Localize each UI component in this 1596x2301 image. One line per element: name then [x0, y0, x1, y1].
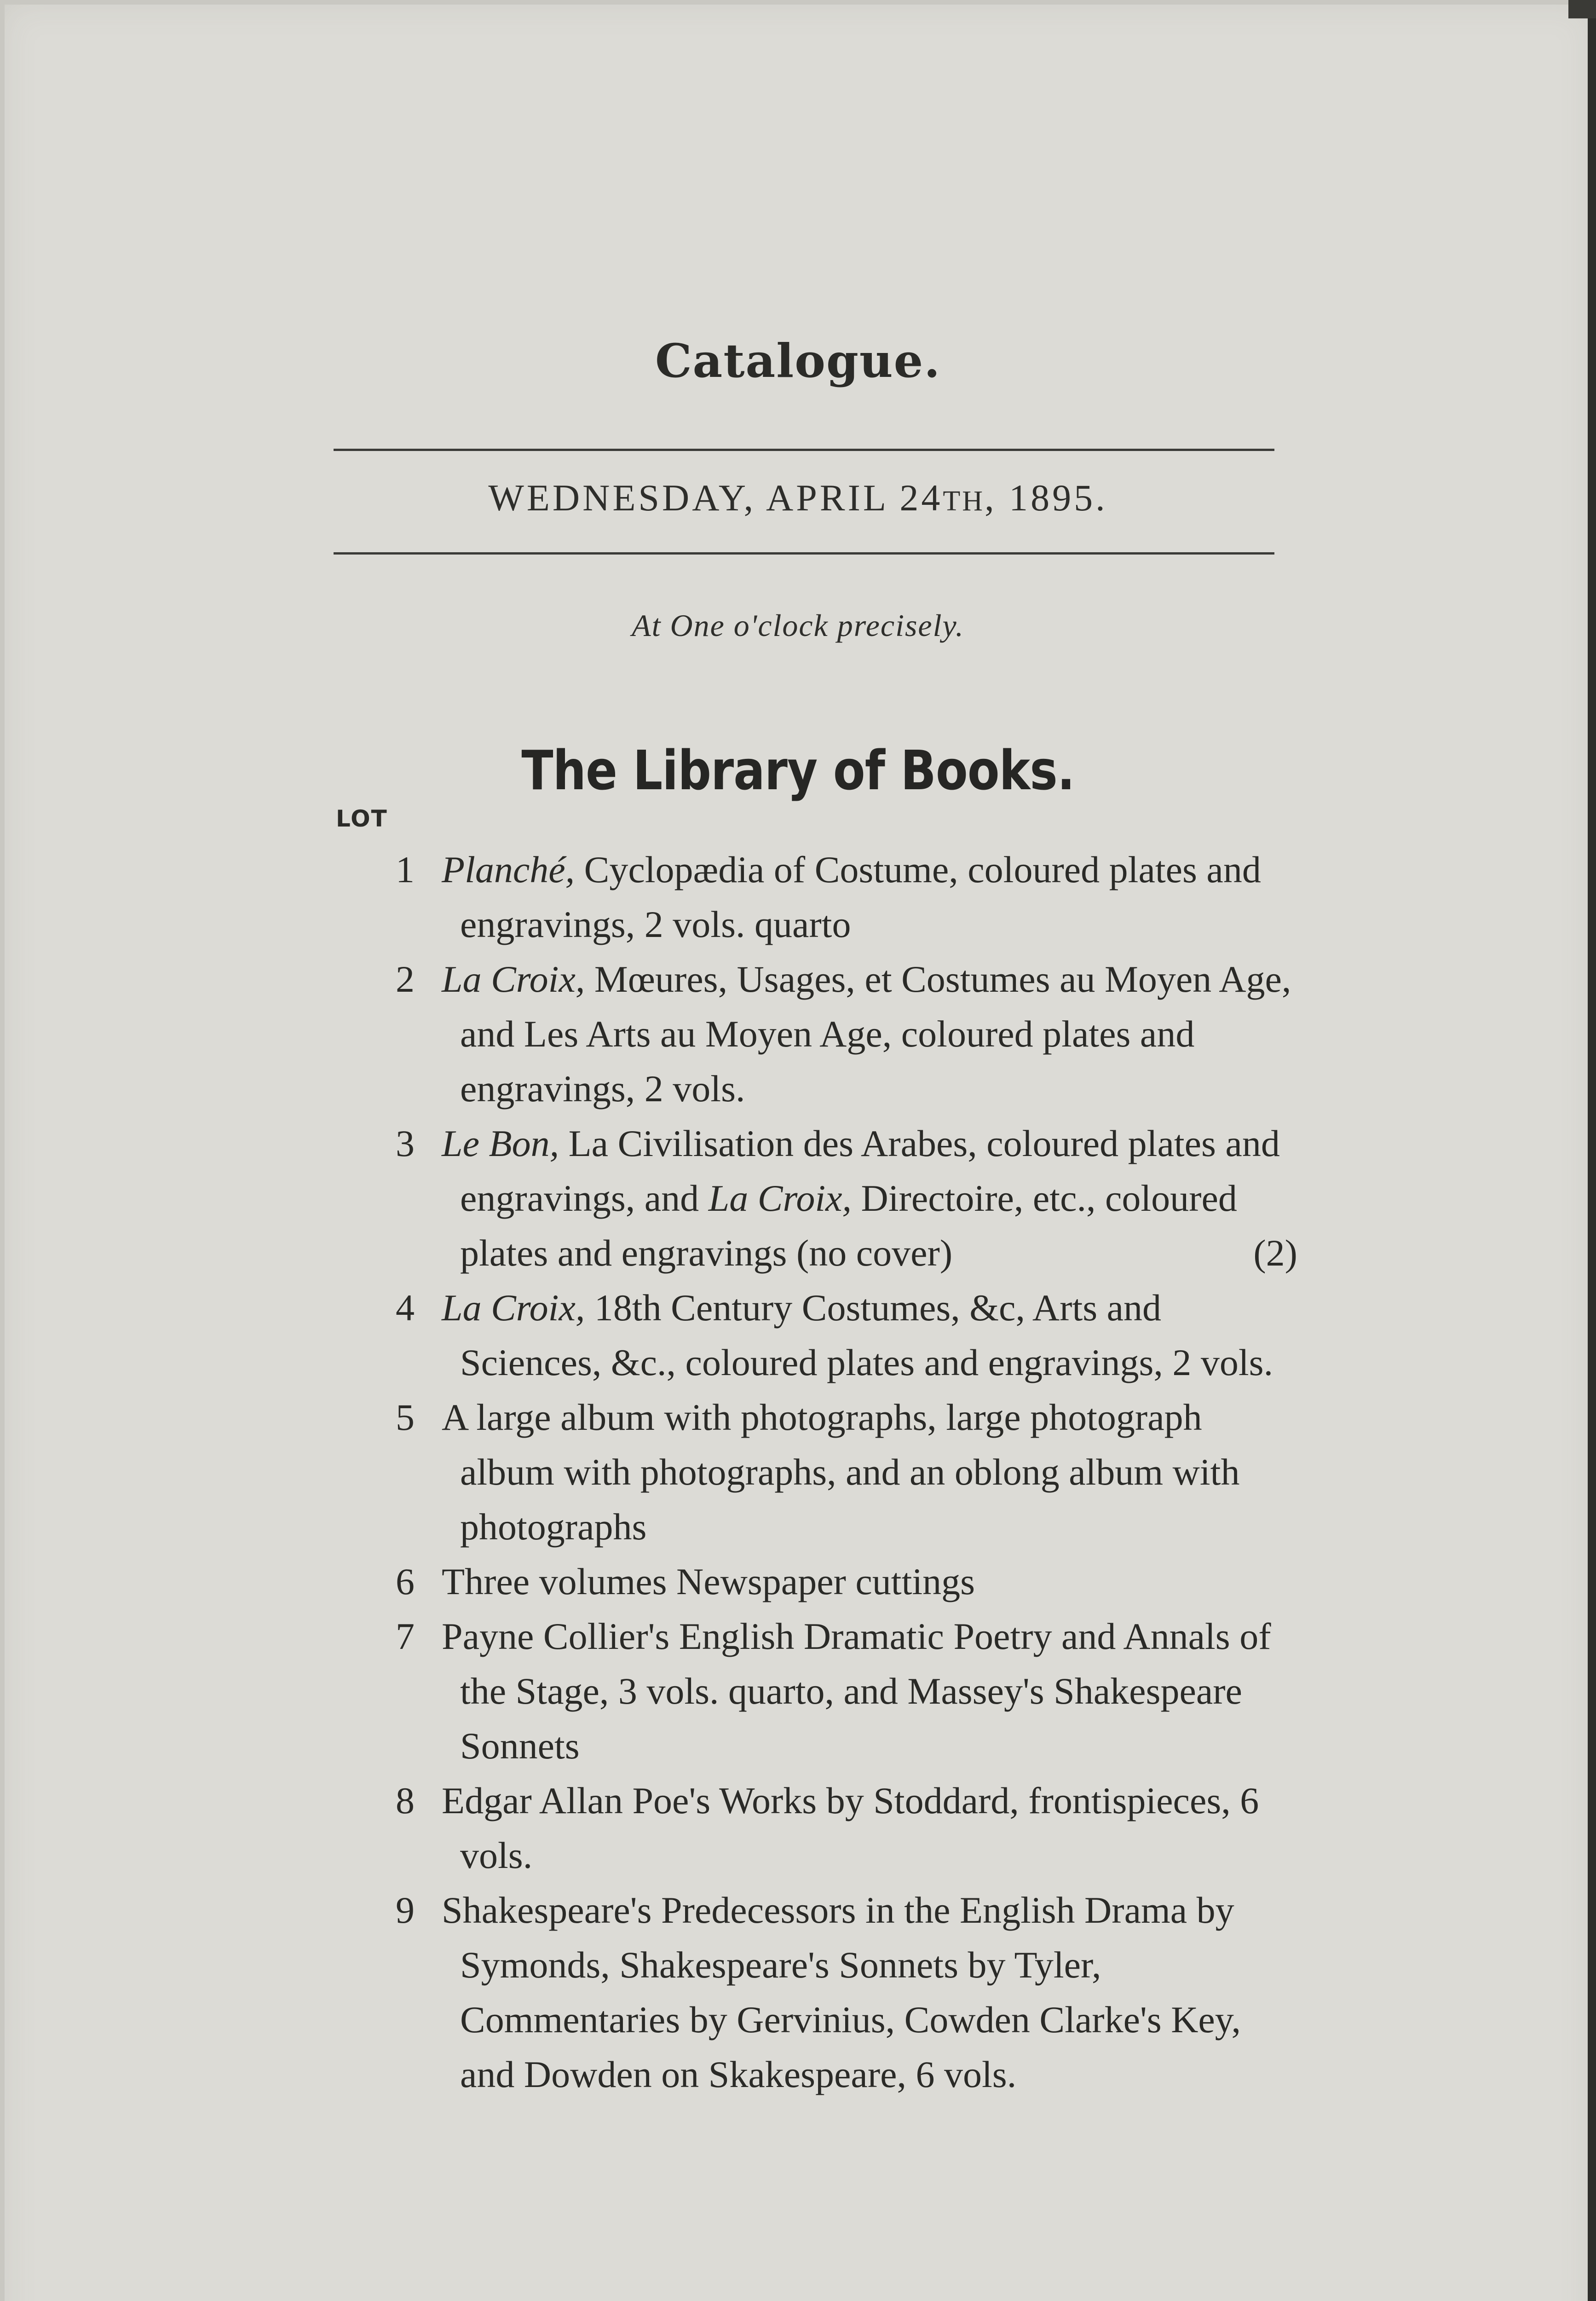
lot-quantity: (2): [1253, 1232, 1297, 1274]
lot-list: [350, 842, 1297, 2102]
lot-description: La Civilisation des Arabes, coloured plates and engravings, and: [460, 1122, 1280, 1219]
lot-number: 7: [396, 1615, 415, 1657]
lot-description: Three volumes Newspaper cuttings: [442, 1561, 975, 1602]
lot-number: 2: [396, 958, 415, 1000]
lot-entry: [350, 842, 1297, 952]
sale-date: [0, 476, 1596, 520]
lot-number: 6: [396, 1561, 415, 1602]
lot-description: Edgar Allan Poe's Works by Stoddard, frontispieces, 6 vols.: [442, 1780, 1259, 1876]
lot-author: La Croix,: [442, 1287, 585, 1329]
lot-description-secondary: Directoire, etc., coloured plates and engravings (no cover): [460, 1177, 1237, 1274]
lot-entry: [350, 1116, 1297, 1280]
lot-author: Le Bon,: [442, 1122, 559, 1164]
lot-entry: [350, 1390, 1297, 1554]
lot-column-label: LOT: [336, 805, 388, 832]
date-suffix: TH: [943, 486, 985, 517]
lot-entry: [350, 1883, 1297, 2102]
lot-entry: [350, 1280, 1297, 1390]
date-prefix: WEDNESDAY, APRIL 24: [488, 477, 943, 519]
bottom-rule: [334, 552, 1274, 555]
lot-author: La Croix,: [442, 958, 585, 1000]
catalogue-heading: Catalogue.: [655, 334, 941, 388]
lot-entry: [350, 1609, 1297, 1773]
lot-description: Shakespeare's Predecessors in the English Drama by Symonds, Shakespeare's Sonnets by Tyler, Commentaries by Gervinius, Cowden Clarke's Key, and Dowden on Skakespeare, 6 vols.: [442, 1889, 1241, 2095]
lot-number: 8: [396, 1780, 415, 1821]
lot-entry: [350, 1554, 1297, 1609]
lot-entry: [350, 1773, 1297, 1883]
top-rule: [334, 449, 1274, 451]
lot-description: Payne Collier's English Dramatic Poetry and Annals of the Stage, 3 vols. quarto, and Massey's Shakespeare Sonnets: [442, 1615, 1271, 1767]
lot-author: Planché,: [442, 849, 575, 890]
lot-description: Mœures, Usages, et Costumes au Moyen Age, and Les Arts au Moyen Age, coloured plates and engravings, 2 vols.: [460, 958, 1291, 1110]
lot-entry: [350, 952, 1297, 1116]
lot-description: Cyclopædia of Costume, coloured plates and engravings, 2 vols. quarto: [460, 849, 1261, 945]
section-title: The Library of Books.: [521, 739, 1075, 802]
lot-author-secondary: La Croix,: [708, 1177, 852, 1219]
lot-description: A large album with photographs, large photograph album with photographs, and an oblong album with photographs: [442, 1396, 1240, 1548]
lot-description: 18th Century Costumes, &c, Arts and Sciences, &c., coloured plates and engravings, 2 vols.: [460, 1287, 1273, 1383]
page-corner: [1568, 0, 1596, 18]
sale-time: At One o'clock precisely.: [632, 608, 964, 643]
lot-number: 4: [396, 1287, 415, 1329]
lot-number: 1: [396, 849, 415, 890]
lot-number: 3: [396, 1122, 415, 1164]
lot-number: 9: [396, 1889, 415, 1931]
lot-number: 5: [396, 1396, 415, 1438]
date-year: , 1895.: [985, 477, 1108, 519]
